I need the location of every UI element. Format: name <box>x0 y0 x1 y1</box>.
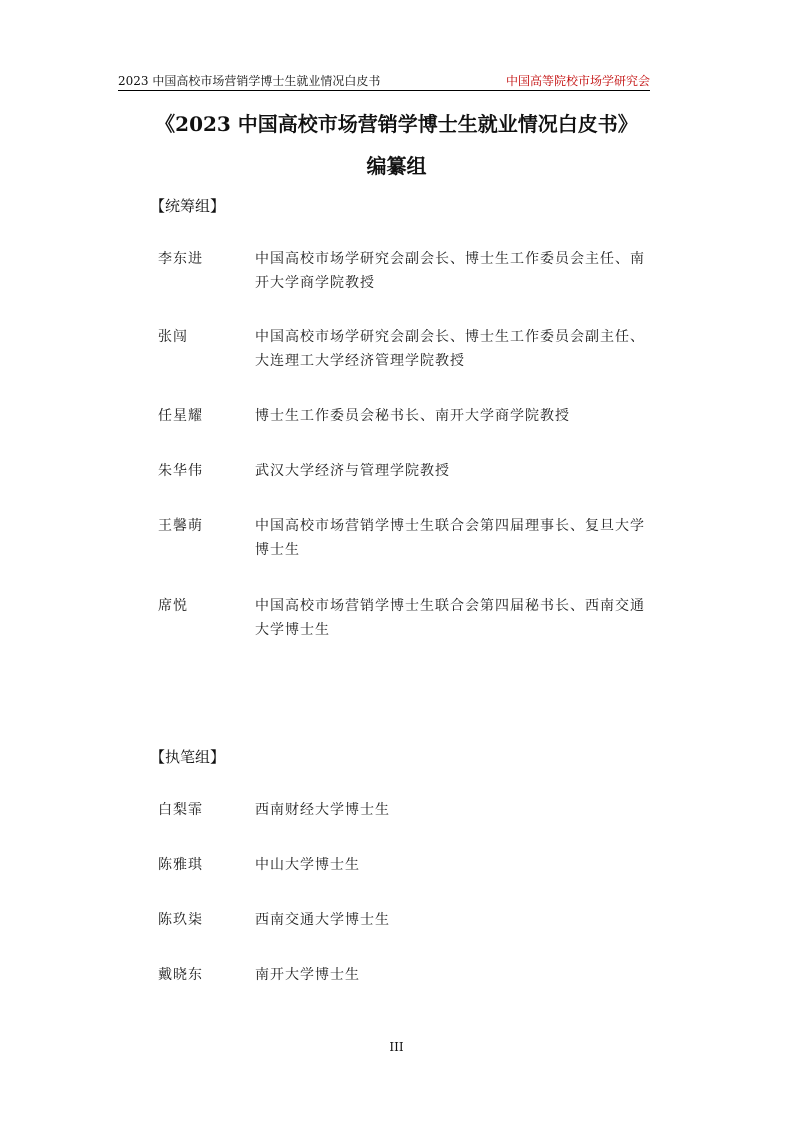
member-description: 中国高校市场学研究会副会长、博士生工作委员会副主任、大连理工大学经济管理学院教授 <box>255 329 645 369</box>
writing-group-heading: 【执笔组】 <box>150 748 226 766</box>
member-description: 中国高校市场学研究会副会长、博士生工作委员会主任、南开大学商学院教授 <box>255 251 645 291</box>
header-organization: 中国高等院校市场学研究会 <box>505 74 650 88</box>
member-description: 中国高校市场营销学博士生联合会第四届秘书长、西南交通大学博士生 <box>255 598 645 638</box>
member-name: 朱华伟 <box>158 463 203 479</box>
header-document-title: 2023 中国高校市场营销学博士生就业情况白皮书 <box>118 74 381 88</box>
member-description: 西南财经大学博士生 <box>255 802 390 818</box>
page-number: III <box>389 1040 404 1054</box>
member-name: 陈玖柒 <box>158 912 203 928</box>
member-description: 武汉大学经济与管理学院教授 <box>255 463 450 479</box>
page-header <box>118 70 650 91</box>
member-name: 李东进 <box>158 251 203 267</box>
member-name: 白梨霏 <box>158 802 203 818</box>
member-name: 陈雅琪 <box>158 857 203 873</box>
member-name: 张闯 <box>158 329 188 345</box>
member-description: 中国高校市场营销学博士生联合会第四届理事长、复旦大学博士生 <box>255 518 645 558</box>
member-name: 席悦 <box>158 598 188 614</box>
coordination-group-heading: 【统筹组】 <box>150 197 226 215</box>
member-name: 任星耀 <box>158 408 203 424</box>
member-name: 戴晓东 <box>158 967 203 983</box>
document-title: 《2023 中国高校市场营销学博士生就业情况白皮书》 <box>155 112 638 136</box>
member-description: 博士生工作委员会秘书长、南开大学商学院教授 <box>255 408 570 424</box>
member-description: 南开大学博士生 <box>255 967 360 983</box>
document-subtitle: 编纂组 <box>366 154 427 178</box>
member-description: 西南交通大学博士生 <box>255 912 390 928</box>
member-name: 王馨萌 <box>158 518 203 534</box>
member-description: 中山大学博士生 <box>255 857 360 873</box>
